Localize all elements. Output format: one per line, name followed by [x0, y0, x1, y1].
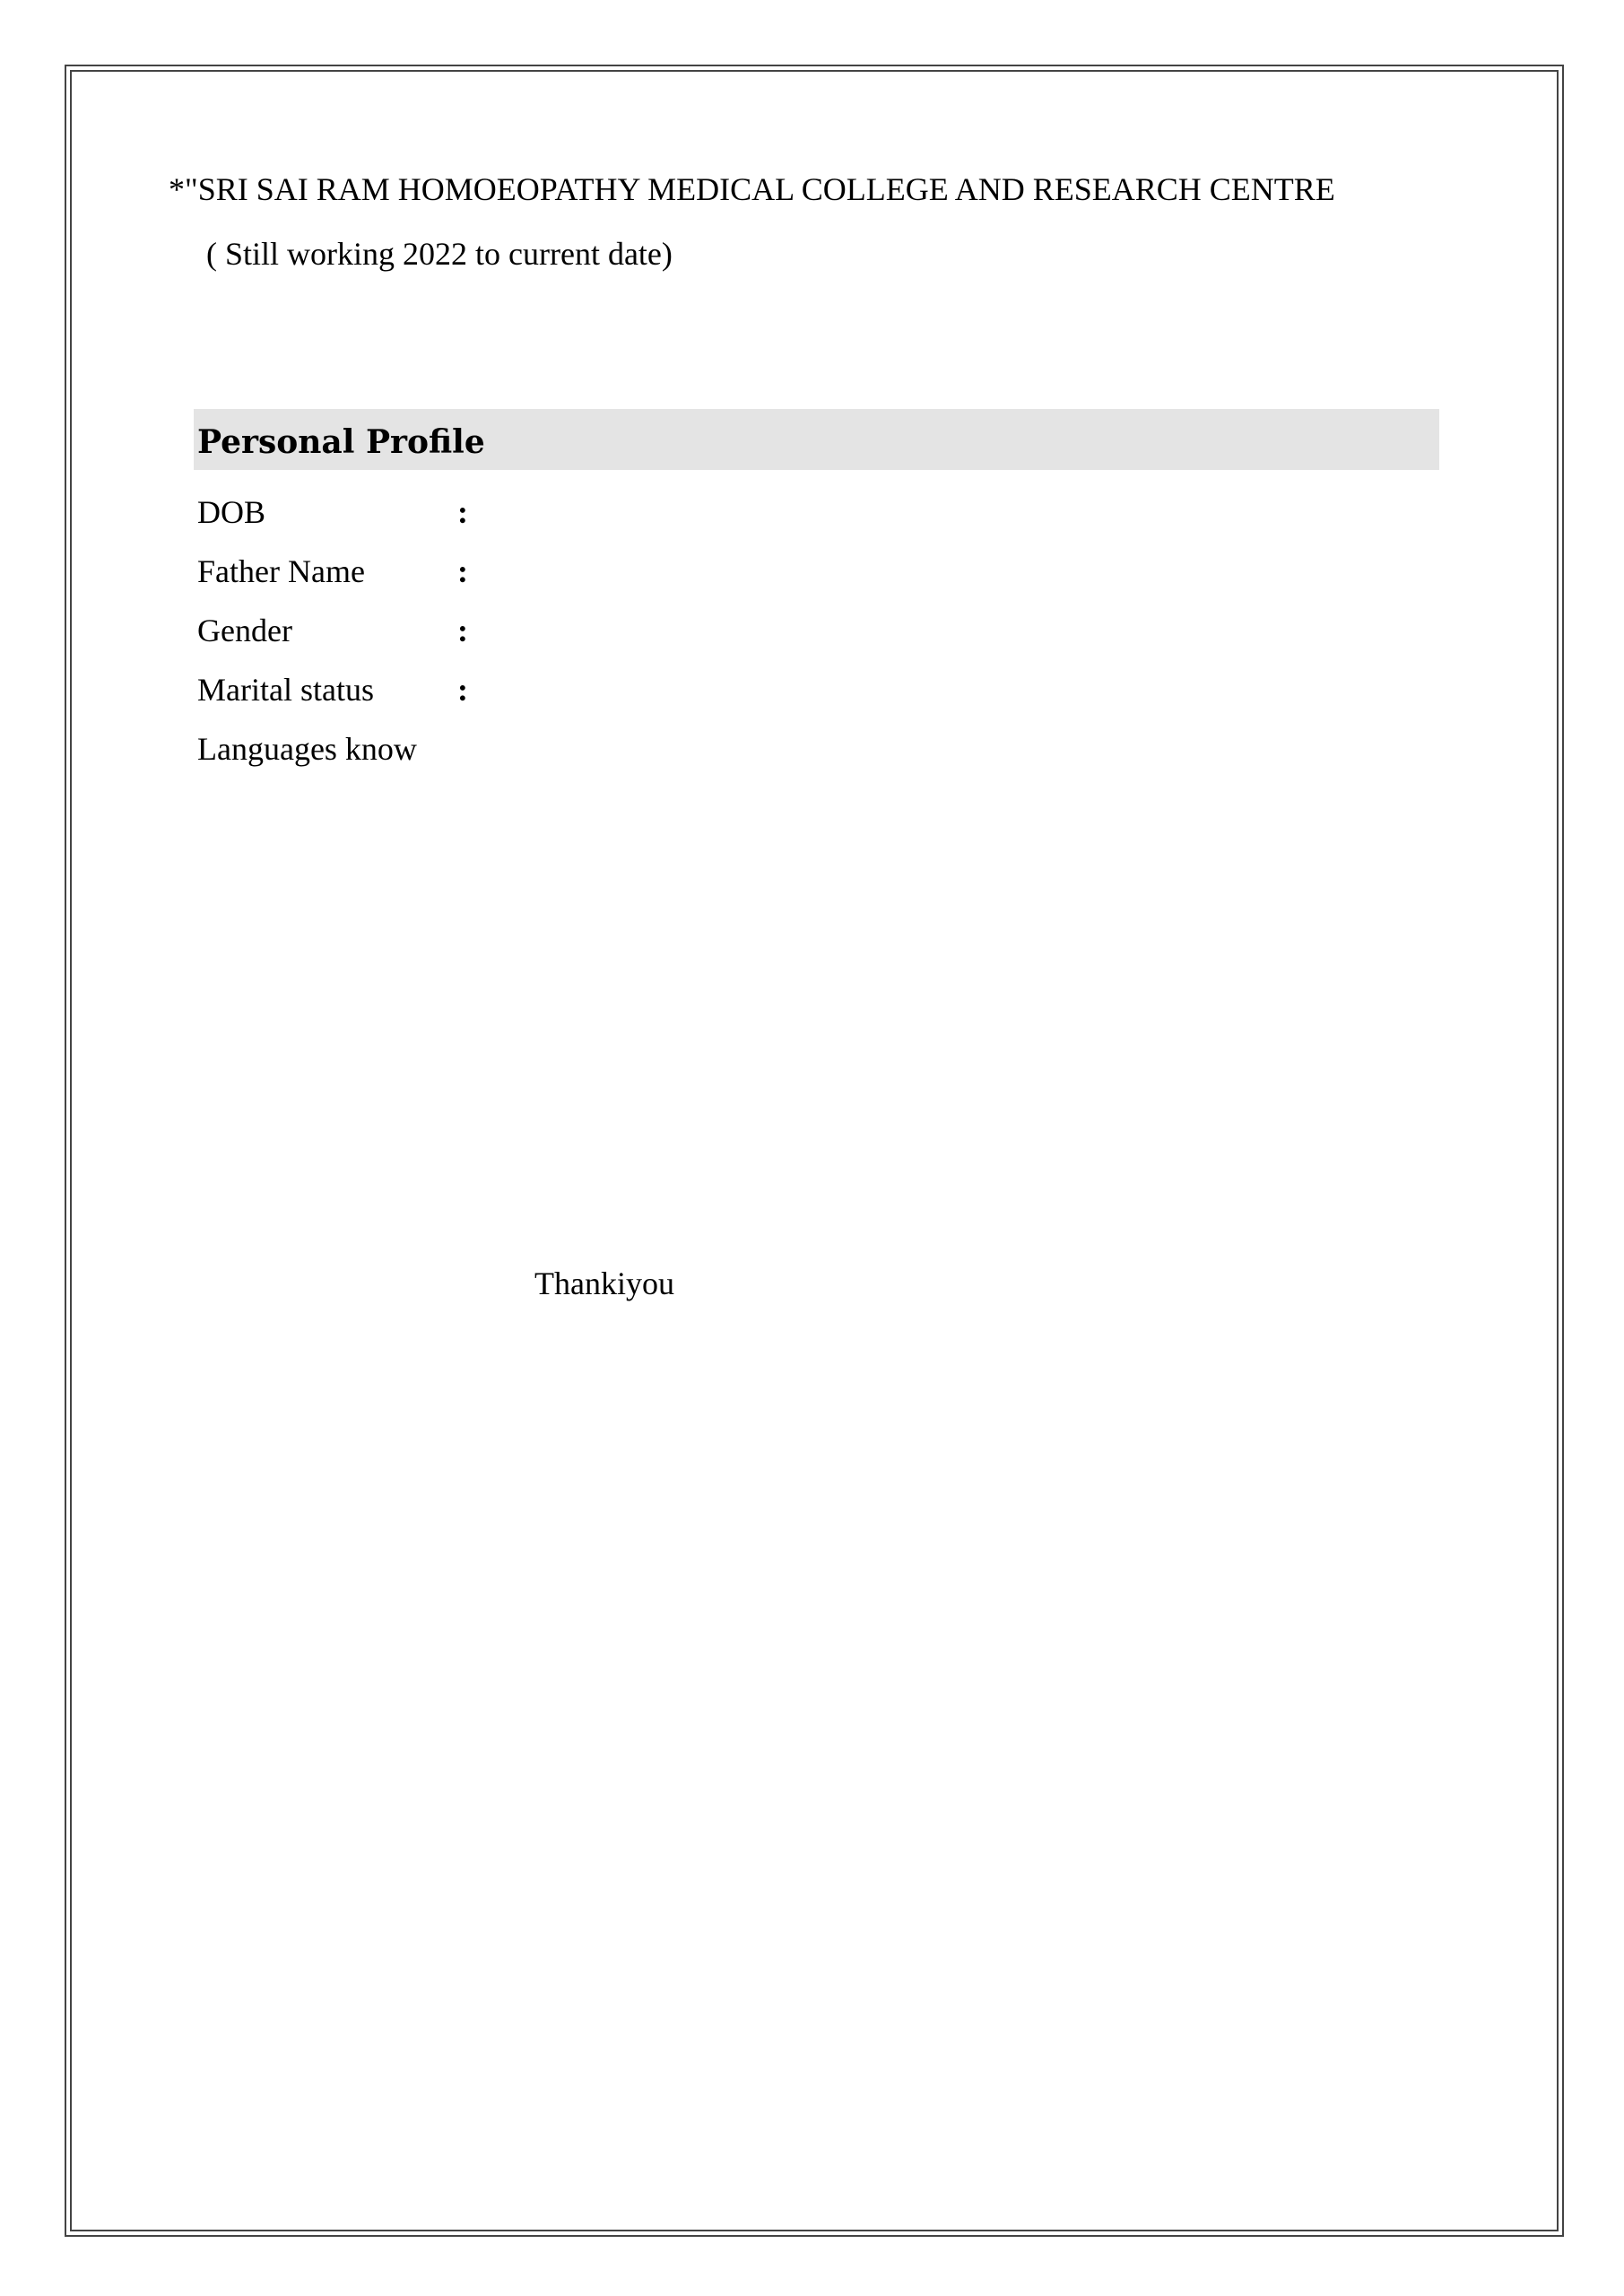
profile-label: Gender	[197, 613, 292, 648]
section-title-personal-profile: Personal Profile	[197, 423, 485, 461]
profile-label: DOB	[197, 494, 266, 530]
profile-label: Father Name	[197, 553, 365, 589]
profile-separator: :	[457, 553, 468, 589]
page-border-inner	[70, 70, 1559, 2231]
profile-separator: :	[457, 494, 468, 530]
closing-note: Thankiyou	[534, 1265, 674, 1301]
tenure-note: ( Still working 2022 to current date)	[206, 236, 673, 272]
profile-label: Marital status	[197, 672, 374, 708]
profile-separator: :	[457, 613, 468, 648]
profile-separator: :	[457, 672, 468, 708]
profile-label: Languages know	[197, 731, 417, 767]
institution-heading: *"SRI SAI RAM HOMOEOPATHY MEDICAL COLLEGE AND RESEARCH CENTRE	[169, 171, 1335, 207]
